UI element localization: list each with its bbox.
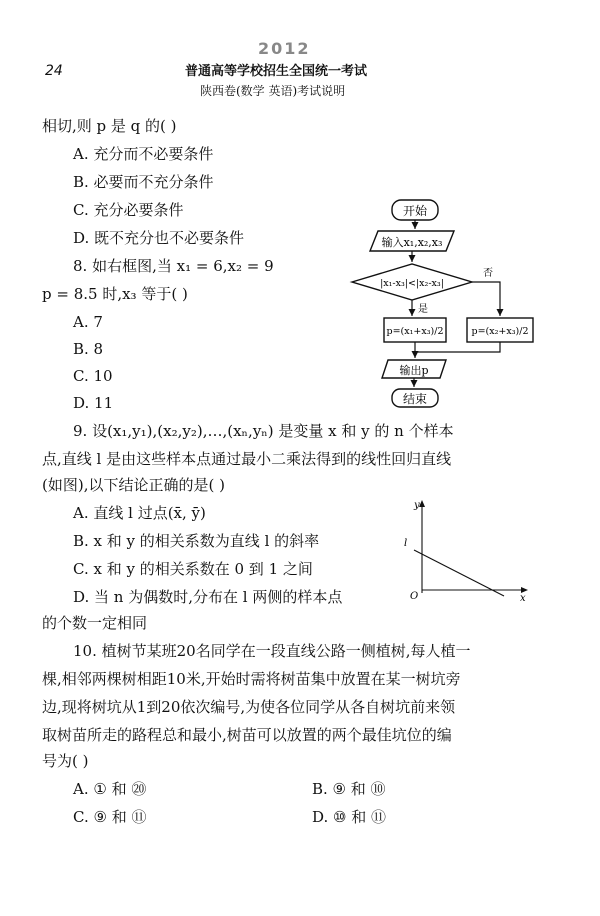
flow-output-text: 输出p [399, 364, 429, 377]
q7-option-c: C. 充分必要条件 [73, 201, 184, 219]
graph-origin-label: O [410, 591, 419, 602]
q10-option-a: A. ① 和 ⑳ [73, 780, 147, 798]
q9-option-c: C. x 和 y 的相关系数在 0 到 1 之间 [73, 560, 313, 578]
q9-line2: 点,直线 l 是由这些样本点通过最小二乘法得到的线性回归直线 [42, 450, 452, 468]
q10-option-c: C. ⑨ 和 ⑪ [73, 808, 147, 826]
q9-option-b: B. x 和 y 的相关系数为直线 l 的斜率 [73, 532, 320, 550]
q8-option-d: D. 11 [73, 394, 114, 412]
q7-tail-line: 相切,则 p 是 q 的( ) [42, 117, 177, 135]
q10-line1: 10. 植树节某班20名同学在一段直线公路一侧植树,每人植一 [73, 642, 471, 660]
q8-line1: 8. 如右框图,当 x₁ = 6,x₂ = 9 [73, 257, 274, 275]
flowchart [340, 196, 580, 411]
q9-line1: 9. 设(x₁,y₁),(x₂,y₂),…,(xₙ,yₙ) 是变量 x 和 y 的 n 个样本 [73, 422, 454, 440]
graph-x-label: x [520, 593, 526, 603]
q10-line4: 取树苗所走的路程总和最小,树苗可以放置的两个最佳坑位的编 [42, 726, 452, 744]
flow-no-formula: p=(x₂+x₃)/2 [471, 326, 529, 337]
q8-option-b: B. 8 [73, 340, 104, 358]
flow-yes-formula: p=(x₁+x₃)/2 [386, 326, 444, 337]
header-subtitle: 陕西卷(数学 英语)考试说明 [200, 84, 346, 98]
flow-condition-text: |x₁-x₃|<|x₂-x₃| [380, 278, 444, 289]
q8-option-a: A. 7 [73, 313, 103, 331]
q10-line3: 边,现将树坑从1到20依次编号,为使各位同学从各自树坑前来领 [42, 698, 456, 716]
q10-option-b: B. ⑨ 和 ⑩ [312, 780, 386, 798]
q8-line2: p = 8.5 时,x₃ 等于( ) [42, 285, 188, 303]
q9-line3: (如图),以下结论正确的是( ) [42, 476, 225, 494]
q10-option-d: D. ⑩ 和 ⑪ [312, 808, 387, 826]
q10-line5: 号为( ) [42, 752, 89, 770]
header-year: 2012 [258, 39, 311, 58]
flow-no-label: 否 [483, 268, 493, 279]
flow-input-text: 输入x₁,x₂,x₃ [381, 236, 443, 249]
q7-option-b: B. 必要而不充分条件 [73, 173, 214, 191]
header-title: 普通高等学校招生全国统一考试 [185, 64, 368, 79]
q10-line2: 棵,相邻两棵树相距10米,开始时需将树苗集中放置在某一树坑旁 [42, 670, 461, 688]
graph-line-label: l [404, 538, 408, 549]
flow-end-text: 结束 [402, 392, 428, 406]
q9-option-d-cont: 的个数一定相同 [42, 614, 148, 632]
q8-option-c: C. 10 [73, 367, 113, 385]
regression-line [414, 550, 504, 596]
q7-option-d: D. 既不充分也不必要条件 [73, 229, 245, 247]
q7-option-a: A. 充分而不必要条件 [73, 145, 214, 163]
page-number: 24 [45, 63, 63, 79]
flow-yes-label: 是 [418, 304, 428, 315]
regression-graph [392, 498, 532, 603]
q9-option-a: A. 直线 l 过点(x̄, ȳ) [73, 504, 206, 522]
graph-y-label: y [414, 500, 420, 511]
q9-option-d: D. 当 n 为偶数时,分布在 l 两侧的样本点 [73, 588, 343, 606]
flow-start-text: 开始 [402, 204, 428, 218]
